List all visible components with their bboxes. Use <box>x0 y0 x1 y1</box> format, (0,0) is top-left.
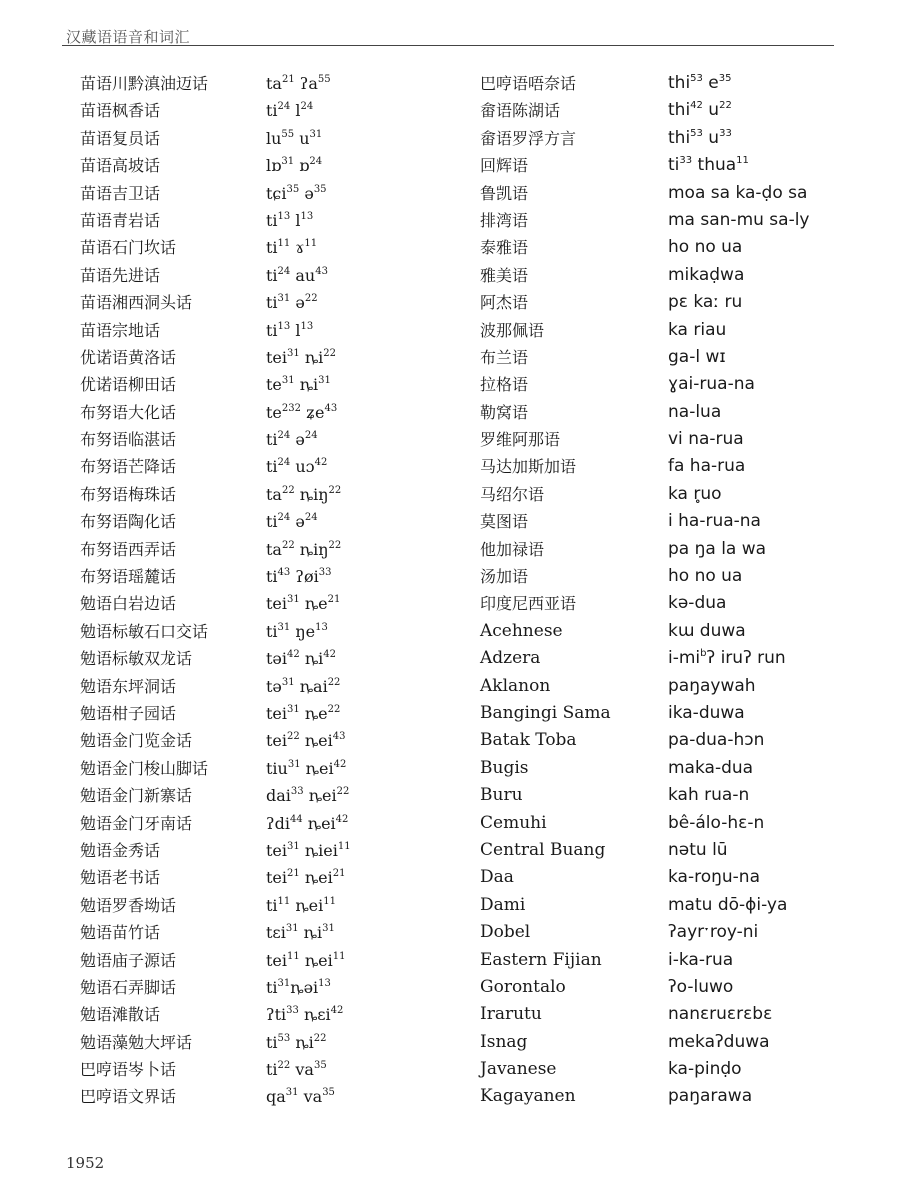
language-name: 勉语石弄脚话 <box>80 977 177 997</box>
entry-row <box>80 892 460 919</box>
language-name: 畲语陈湖话 <box>480 101 561 121</box>
word-form: təi$^{42}$ $ȵi^{42}$ <box>266 649 336 669</box>
word-form: $ti^{13}$ $l^{13}$ <box>266 320 314 340</box>
language-name: 苗语宗地话 <box>80 320 161 340</box>
word-form: i-ka-rua <box>668 949 734 970</box>
language-name: 勉语金秀话 <box>80 840 161 860</box>
word-form: vi na-rua <box>668 429 744 450</box>
word-form: pɛ kaː ru <box>668 292 743 313</box>
word-form: ika-duwa <box>668 702 745 723</box>
word-form: moa sa ka-ḍo sa <box>668 182 808 203</box>
word-form: matu dō-ɸi-ya <box>668 894 788 915</box>
entry-row <box>480 152 860 179</box>
word-form: na-lua <box>668 401 722 422</box>
entry-row <box>480 426 860 453</box>
word-form: kɯ duwa <box>668 620 746 641</box>
entry-row <box>80 70 460 97</box>
entry-row <box>80 536 460 563</box>
word-form: lɒ$^{31}$ ɒ$^{24}$ <box>266 156 323 176</box>
language-name: Bugis <box>480 757 529 778</box>
entry-row <box>480 755 860 782</box>
entry-row <box>480 453 860 480</box>
word-form: tiu$^{31}$ ȵei$^{42}$ <box>266 758 347 778</box>
word-form: ɣai-rua-na <box>668 374 755 395</box>
language-name: Acehnese <box>480 620 563 641</box>
word-form: i ha-rua-na <box>668 511 761 532</box>
word-form: $ti^{13}$ $l^{13}$ <box>266 210 314 230</box>
word-form: $ti^{11}$ ȵei$^{11}$ <box>266 895 336 915</box>
language-name: Bangingi Sama <box>480 702 611 723</box>
language-name: 布兰语 <box>480 347 529 367</box>
entry-row <box>480 618 860 645</box>
language-name: 巴哼语岑卜话 <box>80 1060 177 1080</box>
word-form: ma san-mu sa-ly <box>668 209 810 230</box>
word-form: ʔayrˑroy-ni <box>668 922 759 943</box>
word-form: $ti^{33}$ thua$^{11}$ <box>668 155 749 176</box>
language-name: 苗语高坡话 <box>80 156 161 176</box>
entry-row <box>480 864 860 891</box>
language-name: Daa <box>480 867 514 888</box>
language-name: 勉语金门梭山脚话 <box>80 758 209 778</box>
word-form: ʔdi$^{44}$ ȵei$^{42}$ <box>266 813 349 833</box>
entry-row <box>480 837 860 864</box>
language-name: 勉语标敏双龙话 <box>80 649 193 669</box>
word-form: $lu^{55}$ $u^{31}$ <box>266 128 323 148</box>
entry-row <box>480 1029 860 1056</box>
word-form: nanɛruɛrɛbɛ <box>668 1004 773 1025</box>
language-name: 布努语梅珠话 <box>80 484 177 504</box>
language-name: 勉语藻勉大坪话 <box>80 1032 193 1052</box>
language-name: Irarutu <box>480 1004 542 1025</box>
word-form: $ti^{24}$ $l^{24}$ <box>266 101 314 121</box>
language-name: 勉语罗香坳话 <box>80 895 177 915</box>
entry-row <box>80 837 460 864</box>
entry-row <box>80 1083 460 1110</box>
language-name: 雅美语 <box>480 265 529 285</box>
language-name: 畲语罗浮方言 <box>480 128 577 148</box>
language-name: Central Buang <box>480 839 606 860</box>
entry-row <box>480 207 860 234</box>
entry-row <box>480 673 860 700</box>
language-name: 勉语标敏石口交话 <box>80 621 209 641</box>
word-form: ka-pinḍo <box>668 1059 742 1080</box>
language-name: 苗语吉卫话 <box>80 183 161 203</box>
language-name: 马达加斯加语 <box>480 457 577 477</box>
language-name: 布努语瑶麓话 <box>80 567 177 587</box>
word-form: tɕi$^{35}$ ə$^{35}$ <box>266 183 327 203</box>
word-form: tei$^{31}$ $ȵe^{22}$ <box>266 703 341 723</box>
entry-row <box>80 919 460 946</box>
language-name: 罗维阿那语 <box>480 430 561 450</box>
language-name: Eastern Fijian <box>480 949 602 970</box>
language-name: 苗语湘西洞头话 <box>80 293 193 313</box>
entry-row <box>480 727 860 754</box>
language-name: 苗语石门坎话 <box>80 238 177 258</box>
entry-row <box>80 782 460 809</box>
entry-row <box>480 782 860 809</box>
entry-row <box>480 481 860 508</box>
entry-row <box>480 1001 860 1028</box>
language-name: 布努语临湛话 <box>80 430 177 450</box>
word-form: tei$^{31}$ $ȵi^{22}$ <box>266 347 336 367</box>
word-form: $ti^{31}$ $ŋe^{13}$ <box>266 621 328 641</box>
language-name: 印度尼西亚语 <box>480 594 577 614</box>
entry-row <box>80 426 460 453</box>
entry-row <box>80 344 460 371</box>
language-name: 波那佩语 <box>480 320 545 340</box>
word-form: ka r̥uo <box>668 483 722 504</box>
entry-row <box>480 399 860 426</box>
word-form: paŋarawa <box>668 1086 753 1107</box>
word-form: $te^{31}$ $ȵi^{31}$ <box>266 375 331 395</box>
language-name: Adzera <box>480 648 541 669</box>
word-form: kah rua-n <box>668 785 750 806</box>
language-name: 勉语庙子源话 <box>80 950 177 970</box>
entry-row <box>80 1001 460 1028</box>
entry-row <box>80 97 460 124</box>
entry-row <box>80 1029 460 1056</box>
language-name: 勉语东坪洞话 <box>80 676 177 696</box>
entry-row <box>480 590 860 617</box>
entry-row <box>80 864 460 891</box>
word-form: tɛi$^{31}$ $ȵi^{31}$ <box>266 923 335 943</box>
language-name: 阿杰语 <box>480 293 529 313</box>
language-name: 苗语枫香话 <box>80 101 161 121</box>
language-name: 优诺语黄洛话 <box>80 347 177 367</box>
entry-row <box>480 125 860 152</box>
entry-row <box>480 262 860 289</box>
language-name: 布努语芒降话 <box>80 457 177 477</box>
entry-row <box>80 399 460 426</box>
word-form: $ti^{43}$ ʔøi$^{33}$ <box>266 567 332 587</box>
word-form: tei$^{21}$ ȵei$^{21}$ <box>266 868 346 888</box>
language-name: 他加禄语 <box>480 539 545 559</box>
word-form: fa ha-rua <box>668 456 746 477</box>
language-name: Batak Toba <box>480 730 577 751</box>
language-name: 苗语先进话 <box>80 265 161 285</box>
language-name: Isnag <box>480 1031 528 1052</box>
entry-row <box>80 974 460 1001</box>
entry-row <box>480 892 860 919</box>
word-form: $ti^{53}$ $ȵi^{22}$ <box>266 1032 327 1052</box>
entry-row <box>80 371 460 398</box>
language-name: 回辉语 <box>480 156 529 176</box>
entry-row <box>480 974 860 1001</box>
word-form: dai$^{33}$ ȵei$^{22}$ <box>266 786 350 806</box>
word-form: $ti^{24}$ $au^{43}$ <box>266 265 328 285</box>
entry-row <box>480 563 860 590</box>
entry-row <box>80 563 460 590</box>
entry-row <box>480 289 860 316</box>
entry-row <box>480 919 860 946</box>
word-form: ho no ua <box>668 566 743 587</box>
word-form: pa ŋa la wa <box>668 538 767 559</box>
entry-row <box>80 755 460 782</box>
word-form: $ta^{22}$ ȵiŋ$^{22}$ <box>266 484 342 504</box>
entry-row <box>80 508 460 535</box>
word-form: nətu lū <box>668 839 728 860</box>
left-column <box>80 70 460 1111</box>
word-form: maka-dua <box>668 757 754 778</box>
word-form: $ti^{22}$ $va^{35}$ <box>266 1060 327 1080</box>
entry-row <box>480 810 860 837</box>
entry-row <box>80 234 460 261</box>
language-name: 苗语青岩话 <box>80 210 161 230</box>
language-name: 勉语滩散话 <box>80 1005 161 1025</box>
language-name: Buru <box>480 785 523 806</box>
entry-row <box>80 125 460 152</box>
language-name: Aklanon <box>480 675 551 696</box>
language-name: Gorontalo <box>480 976 566 997</box>
word-form: $ta^{22}$ ȵiŋ$^{22}$ <box>266 539 342 559</box>
language-name: 勉语苗竹话 <box>80 923 161 943</box>
word-form: bê-álo-hɛ-n <box>668 812 765 833</box>
language-name: 鲁凯语 <box>480 183 529 203</box>
word-form: $te^{232}$ ʑe$^{43}$ <box>266 402 338 422</box>
word-form: thi$^{42}$ $u^{22}$ <box>668 100 732 121</box>
word-form: mekaʔduwa <box>668 1031 770 1052</box>
language-name: 勒窝语 <box>480 402 529 422</box>
language-name: 泰雅语 <box>480 238 529 258</box>
language-name: Kagayanen <box>480 1086 576 1107</box>
entry-row <box>80 618 460 645</box>
language-name: 勉语白岩边话 <box>80 594 177 614</box>
entry-row <box>480 371 860 398</box>
word-form: paŋaywah <box>668 675 756 696</box>
word-form: $ti^{24}$ ə$^{24}$ <box>266 512 318 532</box>
word-form: ʔo-luwo <box>668 976 734 997</box>
language-name: 勉语金门新寨话 <box>80 786 193 806</box>
entry-row <box>480 344 860 371</box>
language-name: 苗语复员话 <box>80 128 161 148</box>
language-name: Cemuhi <box>480 812 547 833</box>
language-name: Dobel <box>480 922 531 943</box>
language-name: Javanese <box>480 1059 557 1080</box>
entry-row <box>80 453 460 480</box>
language-name: 优诺语柳田话 <box>80 375 177 395</box>
word-form: $ti^{11}$ ɤ$^{11}$ <box>266 238 318 258</box>
entry-row <box>80 152 460 179</box>
word-form: ka riau <box>668 319 727 340</box>
word-form: $i-mi^bʔ$ iruʔ run <box>668 648 786 669</box>
language-name: 布努语大化话 <box>80 402 177 422</box>
language-name: 布努语陶化话 <box>80 512 177 532</box>
language-name: 莫图语 <box>480 512 529 532</box>
entry-row <box>80 262 460 289</box>
entry-row <box>80 645 460 672</box>
word-form: pa-dua-hɔn <box>668 730 765 751</box>
entry-row <box>480 70 860 97</box>
page-number: 1952 <box>66 1154 105 1172</box>
language-name: 勉语柑子园话 <box>80 703 177 723</box>
language-name: 巴哼语文界话 <box>80 1087 177 1107</box>
entry-row <box>480 317 860 344</box>
word-form: tə$^{31}$ ȵai$^{22}$ <box>266 676 341 696</box>
entry-row <box>480 97 860 124</box>
entry-row <box>480 947 860 974</box>
language-name: 苗语川黔滇油迈话 <box>80 74 209 93</box>
language-name: 勉语老书话 <box>80 868 161 888</box>
entry-row <box>480 536 860 563</box>
word-form: $ti^{31}ȵəi^{13}$ <box>266 977 331 997</box>
language-name: 马绍尔语 <box>480 484 545 504</box>
word-form: $ti^{31}$ ə$^{22}$ <box>266 293 318 313</box>
word-form: tei$^{31}$ $ȵe^{21}$ <box>266 594 341 614</box>
entry-row <box>80 590 460 617</box>
entry-row <box>80 289 460 316</box>
language-name: 拉格语 <box>480 375 529 395</box>
entry-row <box>80 180 460 207</box>
word-form: kə-dua <box>668 593 727 614</box>
word-form: ka-roŋu-na <box>668 867 760 888</box>
language-name: Dami <box>480 894 526 915</box>
running-header-title: 汉藏语语音和词汇 <box>66 28 191 46</box>
language-name: 勉语金门览金话 <box>80 731 193 751</box>
entry-row <box>480 1083 860 1110</box>
language-name: 排湾语 <box>480 210 529 230</box>
right-column <box>480 70 860 1111</box>
entry-row <box>480 700 860 727</box>
word-form: tei$^{11}$ ȵei$^{11}$ <box>266 950 346 970</box>
word-form: ʔti$^{33}$ ȵɛi$^{42}$ <box>266 1005 344 1025</box>
entry-row <box>80 810 460 837</box>
entry-row <box>80 481 460 508</box>
entry-row <box>480 180 860 207</box>
entry-row <box>480 1056 860 1083</box>
entry-row <box>80 1056 460 1083</box>
language-name: 汤加语 <box>480 567 529 587</box>
word-form: ho no ua <box>668 237 743 258</box>
word-form: $ti^{24}$ ə$^{24}$ <box>266 430 318 450</box>
word-form: tei$^{31}$ ȵiei$^{11}$ <box>266 840 351 860</box>
entry-row <box>80 947 460 974</box>
word-form: $ti^{24}$ uɔ$^{42}$ <box>266 457 328 477</box>
word-form: mikaḍwa <box>668 264 745 285</box>
word-form: thi$^{53}$ $e^{35}$ <box>668 73 732 93</box>
entry-row <box>80 317 460 344</box>
entry-row <box>80 727 460 754</box>
language-name: 布努语西弄话 <box>80 539 177 559</box>
word-form: $qa^{31}$ $va^{35}$ <box>266 1087 335 1107</box>
header-rule <box>62 45 834 46</box>
entry-row <box>80 207 460 234</box>
entry-row <box>480 234 860 261</box>
entry-row <box>480 645 860 672</box>
word-form: ga-l wɪ <box>668 346 726 367</box>
word-form: $ta^{21}$ ʔa$^{55}$ <box>266 74 331 93</box>
entry-row <box>480 508 860 535</box>
language-name: 巴哼语唔奈话 <box>480 74 577 93</box>
entry-row <box>80 673 460 700</box>
language-name: 勉语金门牙南话 <box>80 813 193 833</box>
word-form: thi$^{53}$ $u^{33}$ <box>668 127 732 148</box>
entry-row <box>80 700 460 727</box>
word-form: tei$^{22}$ ȵei$^{43}$ <box>266 731 346 751</box>
